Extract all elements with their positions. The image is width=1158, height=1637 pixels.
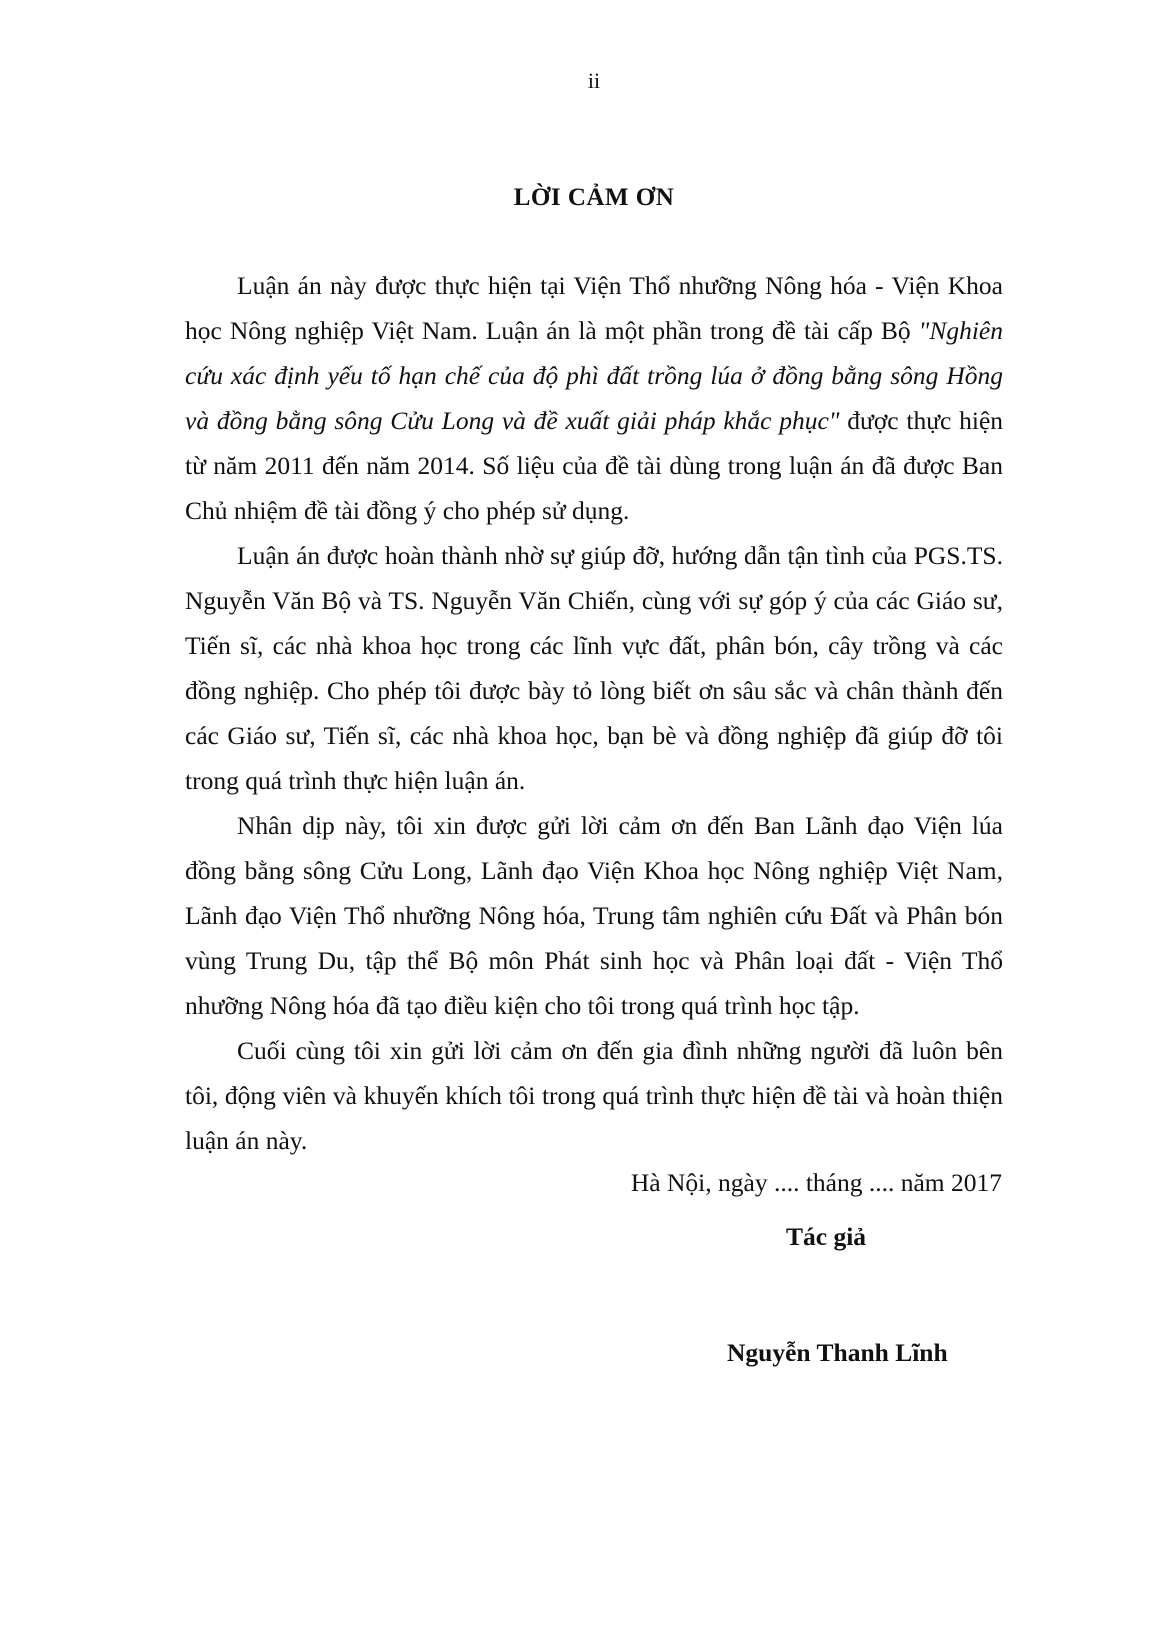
author-name: Nguyễn Thanh Lĩnh [727, 1338, 948, 1367]
paragraph-3: Nhân dịp này, tôi xin được gửi lời cảm ơn đến Ban Lãnh đạo Viện lúa đồng bằng sông Cửu Long, Lãnh đạo Viện Khoa học Nông nghiệp Việt Nam, Lãnh đạo Viện Thổ nhưỡng Nông hóa, Trung tâm nghiên cứu Đất và Phân bón vùng Trung Du, tập thể Bộ môn Phát sinh học và Phân loại đất - Viện Thổ nhưỡng Nông hóa đã tạo điều kiện cho tôi trong quá trình học tập. [185, 811, 1003, 1020]
date-line: Hà Nội, ngày .... tháng .... năm 2017 [630, 1168, 1002, 1197]
acknowledgement-body [185, 263, 1003, 1163]
page-title: LỜI CẢM ƠN [513, 184, 675, 211]
author-label: Tác giả [786, 1222, 867, 1251]
paragraph-4: Cuối cùng tôi xin gửi lời cảm ơn đến gia đình những người đã luôn bên tôi, động viên và khuyến khích tôi trong quá trình thực hiện đề tài và hoàn thiện luận án này. [185, 1036, 1003, 1155]
paragraph-2: Luận án được hoàn thành nhờ sự giúp đỡ, hướng dẫn tận tình của PGS.TS. Nguyễn Văn Bộ và TS. Nguyễn Văn Chiến, cùng với sự góp ý của các Giáo sư, Tiến sĩ, các nhà khoa học trong các lĩnh vực đất, phân bón, cây trồng và các đồng nghiệp. Cho phép tôi được bày tỏ lòng biết ơn sâu sắc và chân thành đến các Giáo sư, Tiến sĩ, các nhà khoa học, bạn bè và đồng nghiệp đã giúp đỡ tôi trong quá trình thực hiện luận án. [185, 541, 1003, 795]
project-title: "Nghiên cứu xác định yếu tố hạn chế của độ phì đất trồng lúa ở đồng bằng sông Hồng và đồng bằng sông Cửu Long và đề xuất giải pháp khắc phục" [185, 316, 1003, 435]
paragraph-1-text-start: Luận án này được thực hiện tại Viện Thổ nhưỡng Nông hóa - Viện Khoa học Nông nghiệp Việt Nam. Luận án là một phần trong đề tài cấp Bộ [185, 271, 1003, 345]
paragraph-1 [185, 263, 1003, 533]
page-number: ii [587, 68, 601, 93]
paragraph-1-text-end: được thực hiện từ năm 2011 đến năm 2014. Số liệu của đề tài dùng trong luận án đã được Ban Chủ nhiệm đề tài đồng ý cho phép sử dụng. [185, 406, 1004, 525]
